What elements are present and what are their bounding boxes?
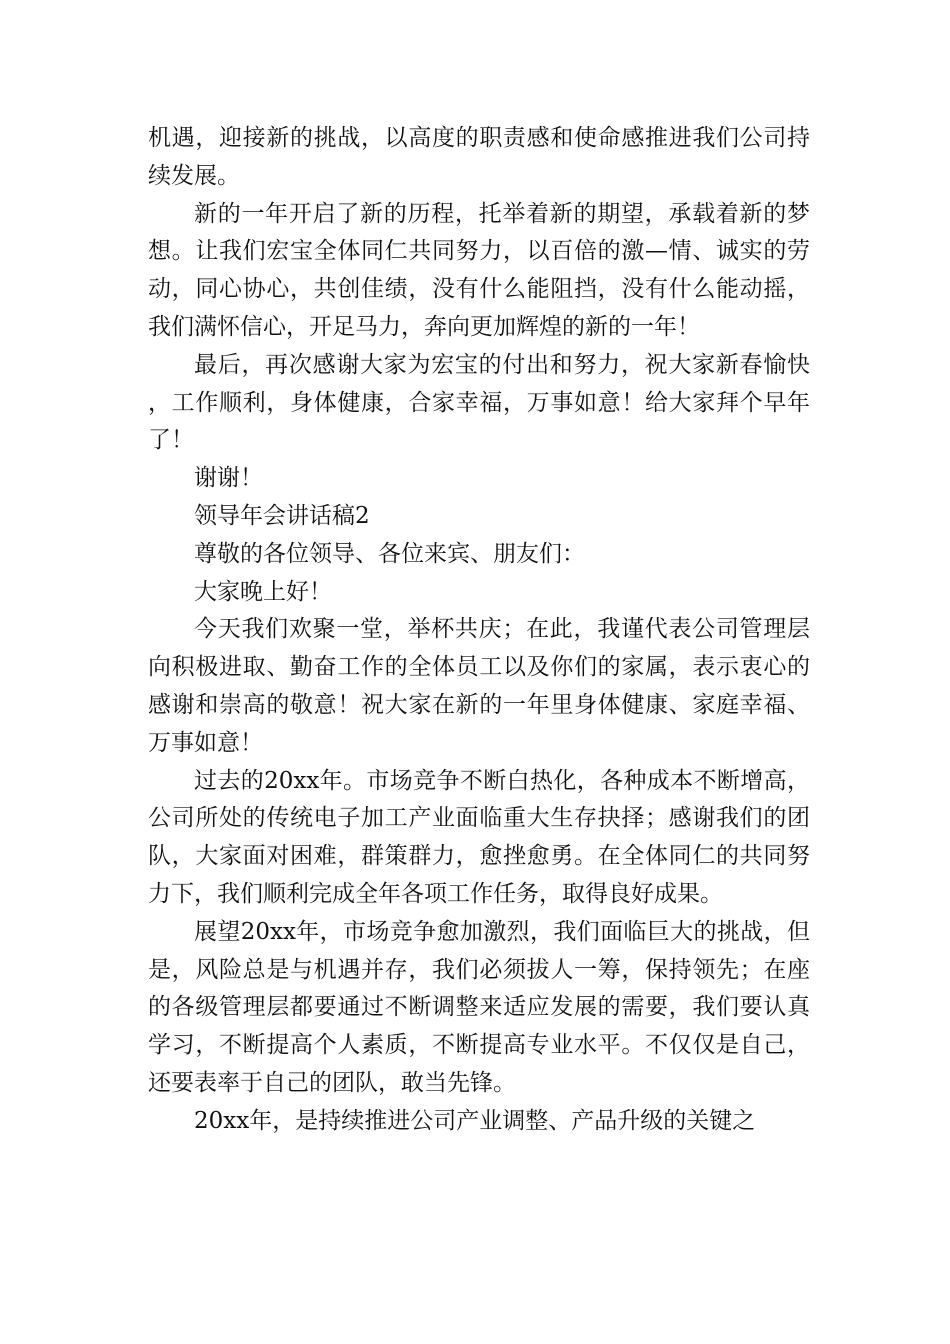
paragraph-continuation: 机遇，迎接新的挑战，以高度的职责感和使命感推进我们公司持续发展。	[148, 125, 810, 189]
paragraph-outlook: 展望20xx年，市场竞争愈加激烈，我们面临巨大的挑战，但是，风险总是与机遇并存，我们必须拔人一筹，保持领先；在座的各级管理层都要通过不断调整来适应发展的需要，我们要认真学习，不断提高个人素质，不断提高专业水平。不仅仅是自己，还要表率于自己的团队，敢当先锋。	[148, 918, 810, 1096]
greeting: 大家晚上好！	[194, 578, 332, 605]
paragraph-gathering: 今天我们欢聚一堂，举杯共庆；在此，我谨代表公司管理层向积极进取、勤奋工作的全体员工以及你们的家属，表示衷心的感谢和崇高的敬意！祝大家在新的一年里身体健康、家庭幸福、万事如意！	[148, 616, 810, 756]
paragraph-closing-wishes: 最后，再次感谢大家为宏宝的付出和努力，祝大家新春愉快，工作顺利，身体健康，合家幸福，万事如意！给大家拜个早年了！	[148, 351, 810, 454]
paragraph-new-year: 新的一年开启了新的历程，托举着新的期望，承载着新的梦想。让我们宏宝全体同仁共同努力，以百倍的激—情、诚实的劳动，同心协心，共创佳绩，没有什么能阻挡，没有什么能动摇，我们满怀信心，开足马力，奔向更加辉煌的新的一年！	[148, 200, 810, 340]
section-title: 领导年会讲话稿2	[194, 502, 370, 529]
paragraph-thanks: 谢谢！	[194, 465, 263, 492]
salutation: 尊敬的各位领导、各位来宾、朋友们：	[194, 540, 585, 567]
paragraph-past-year: 过去的20xx年。市场竞争不断白热化，各种成本不断增高，公司所处的传统电子加工产业面临重大生存抉择；感谢我们的团队，大家面对困难，群策群力，愈挫愈勇。在全体同仁的共同努力下，我们顺利完成全年各项工作任务，取得良好成果。	[148, 767, 810, 907]
document-body	[148, 120, 810, 1141]
paragraph-key-year: 20xx年，是持续推进公司产业调整、产品升级的关键之	[194, 1107, 756, 1134]
